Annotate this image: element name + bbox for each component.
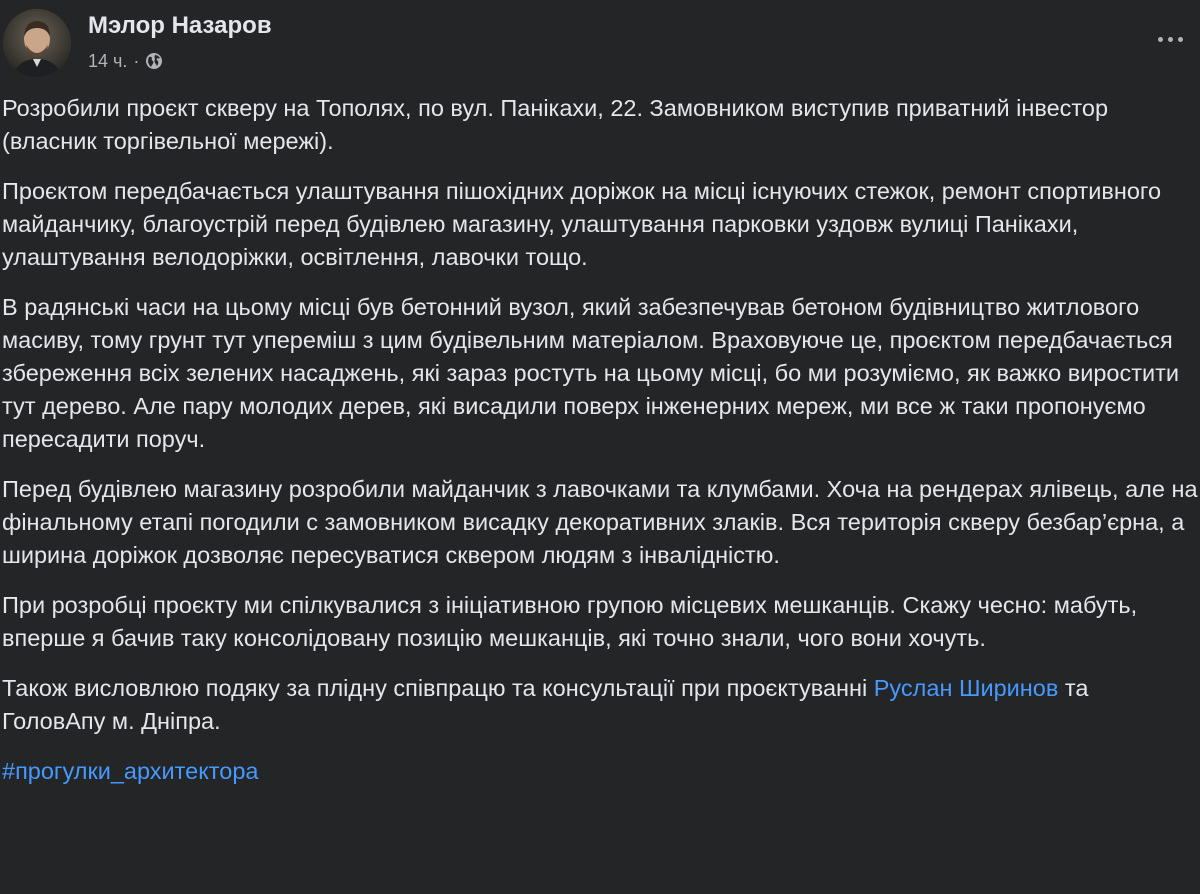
thanks-text-before: Також висловлюю подяку за плідну співпрацю та консультації при проєктуванні [2,675,874,701]
thanks-text-after: та ГоловАпу м. Дніпра. [2,675,1089,734]
author-name[interactable]: Мэлор Назаров [88,12,272,39]
more-options-button[interactable] [1150,22,1190,56]
hashtag-paragraph [2,755,1198,788]
more-options-icon [1158,37,1163,42]
globe-icon[interactable] [145,52,163,70]
avatar-image [3,9,71,77]
post-content [0,92,1200,805]
post-paragraph: В радянські часи на цьому місці був бетонний вузол, який забезпечував бетоном будівництво житлового масиву, тому грунт тут упереміш з цим будівельним матеріалом. Враховуюче це, проєктом передбачається збереження всіх зелених насаджень, які зараз ростуть на цьому місці, бо ми розуміємо, як важко виростити тут дерево. Але пару молодих дерев, які висадили поверх інженерних мереж, ми все ж таки пропонуємо пересадити поруч. [2,294,1179,452]
post-paragraph: Розробили проєкт скверу на Тополях, по вул. Панікахи, 22. Замовником виступив приватний інвестор (власник торгівельної мережі). [2,95,1109,154]
post-paragraph: Перед будівлею магазину розробили майданчик з лавочками та клумбами. Хоча на рендерах ялівець, але на фінальному етапі погодили с замовником висадку декоративних злаків. Вся територія скверу безбар’єрна, а ширина доріжок дозволяє пересуватися сквером людям з інвалідністю. [2,476,1198,568]
hashtag-link[interactable]: #прогулки_архитектора [2,758,259,784]
post-meta [88,48,163,74]
mention-link[interactable]: Руслан Ширинов [873,675,1059,701]
post-timestamp[interactable]: 14 ч. [88,50,128,71]
meta-separator: · [133,50,140,71]
post-paragraph: Проєктом передбачається улаштування пішохідних доріжок на місці існуючих стежок, ремонт спортивного майданчику, благоустрій перед будівлею магазину, улаштування парковки уздовж вулиці Панікахи, улаштування велодоріжки, освітлення, лавочки тощо. [2,178,1162,270]
post-thanks-paragraph [2,672,1198,738]
post-paragraph: При розробці проєкту ми спілкувалися з ініціативною групою місцевих мешканців. Скажу чесно: мабуть, вперше я бачив таку консолідовану позицію мешканців, які точно знали, чого вони хочуть. [2,592,1138,651]
post-header [0,0,1200,86]
avatar[interactable] [3,9,71,77]
